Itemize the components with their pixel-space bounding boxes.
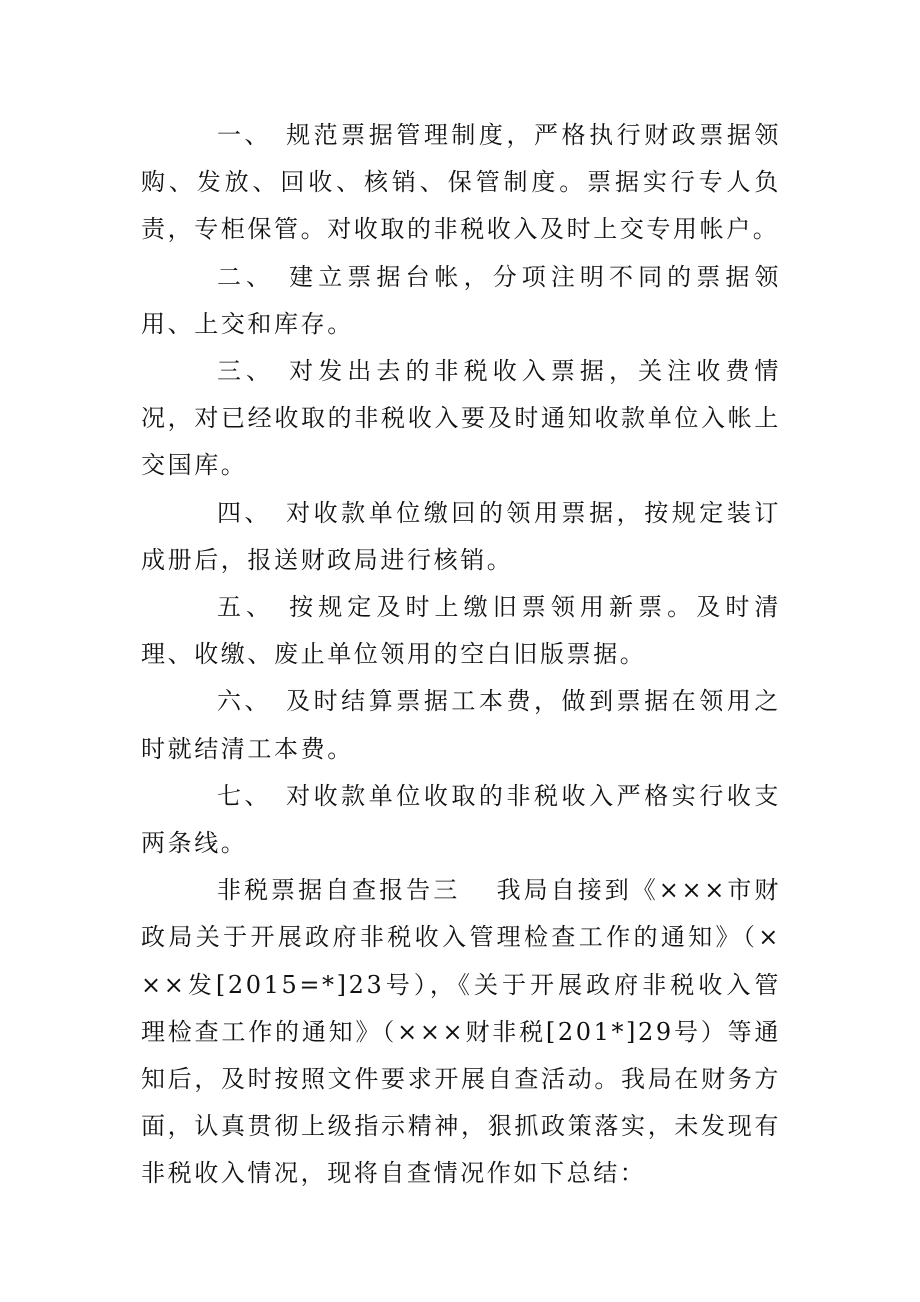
paragraph-7 <box>141 773 781 867</box>
paragraph-text: 对收款单位收取的非税收入严格实行收支两条线。 <box>141 781 781 858</box>
document-body <box>141 112 781 1198</box>
paragraph-text: 对发出去的非税收入票据，关注收费情况，对已经收取的非税收入要及时通知收款单位入帐上交国库。 <box>141 357 781 480</box>
item-number: 四、 <box>217 498 273 527</box>
paragraph-2 <box>141 254 781 348</box>
paragraph-6 <box>141 678 781 772</box>
report-paragraph <box>141 867 781 1197</box>
paragraph-text: 按规定及时上缴旧票领用新票。及时清理、收缴、废止单位领用的空白旧版票据。 <box>141 593 781 669</box>
paragraph-1 <box>141 112 781 254</box>
paragraph-text: 对收款单位缴回的领用票据，按规定装订成册后，报送财政局进行核销。 <box>141 498 781 574</box>
paragraph-4 <box>141 490 781 584</box>
report-text: 我局自接到《×××市财政局关于开展政府非税收入管理检查工作的通知》（×××发[2015=*]23号），《关于开展政府非税收入管理检查工作的通知》（×××财非税[201*]29号）等通知后，及时按照文件要求开展自查活动。我局在财务方面，认真贯彻上级指示精神，狠抓政策落实，未发现有非税收入情况，现将自查情况作如下总结： <box>141 876 781 1188</box>
report-heading: 非税票据自查报告三 <box>217 876 461 905</box>
paragraph-5 <box>141 584 781 678</box>
paragraph-text: 及时结算票据工本费，做到票据在领用之时就结清工本费。 <box>141 687 781 763</box>
item-number: 二、 <box>217 262 276 291</box>
item-number: 七、 <box>217 781 273 810</box>
item-number: 六、 <box>217 687 273 716</box>
paragraph-text: 建立票据台帐，分项注明不同的票据领用、上交和库存。 <box>141 262 781 338</box>
item-number: 三、 <box>217 357 276 386</box>
paragraph-text: 规范票据管理制度，严格执行财政票据领购、发放、回收、核销、保管制度。票据实行专人负责，专柜保管。对收取的非税收入及时上交专用帐户。 <box>141 121 781 244</box>
item-number: 一、 <box>217 121 273 149</box>
paragraph-3 <box>141 348 781 490</box>
item-number: 五、 <box>217 593 276 622</box>
